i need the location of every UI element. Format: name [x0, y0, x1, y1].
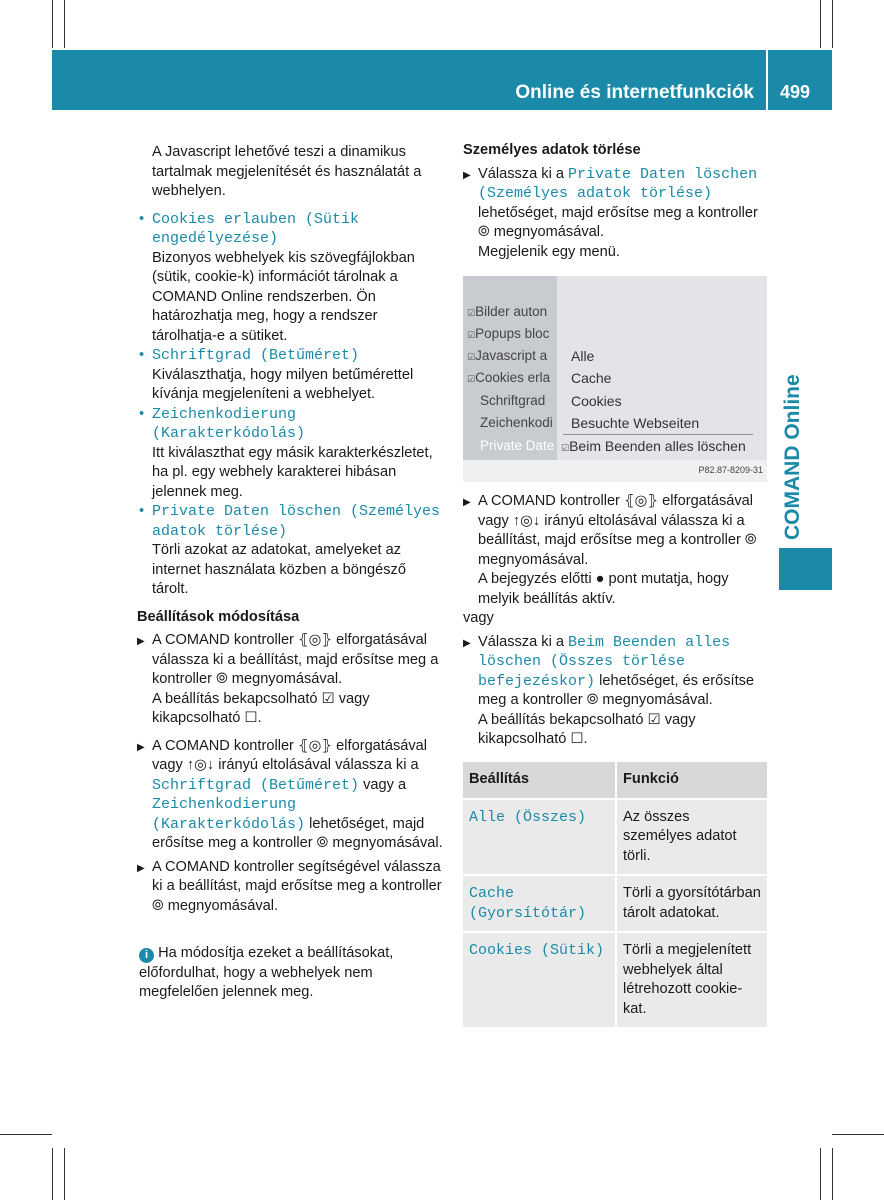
option-label: Cookies erlauben (Sütik engedélyezése): [152, 210, 360, 247]
bullet-font-size: [137, 346, 443, 366]
right-column: [463, 141, 769, 262]
crop-mark: [52, 0, 53, 48]
checkbox-icon: ☑: [467, 330, 476, 340]
step-text-part: Válassza ki a: [478, 165, 564, 182]
table-header: Beállítás: [463, 762, 616, 799]
settings-table: [463, 762, 767, 1027]
checkbox-icon: ☑: [467, 352, 476, 362]
menu-item: Alle: [571, 348, 595, 364]
crop-mark: [64, 0, 65, 48]
table-row: [463, 932, 767, 1027]
table-cell-function: Törli a megjelenített webhelyek által létrehozott cookie-kat.: [616, 932, 767, 1027]
step-text: [463, 165, 769, 243]
settings-item: ☑Bilder auton: [467, 304, 548, 319]
table-cell-setting: Alle (Összes): [463, 799, 616, 876]
table-header: Funkció: [616, 762, 767, 799]
crop-mark: [0, 1134, 52, 1135]
page-number: 499: [779, 82, 810, 102]
settings-item: Zeichenkodi: [480, 415, 553, 430]
bullet-text: Törli azokat az adatokat, amelyeket az internet használata közben a böngésző tárolt.: [152, 542, 406, 597]
crop-mark: [832, 1148, 833, 1200]
table-cell-function: Az összes személyes adatot törli.: [616, 799, 767, 876]
checkbox-icon: ☑: [561, 443, 570, 453]
section-heading: Személyes adatok törlése: [463, 142, 641, 158]
option-label: Private Daten löschen (Személyes adatok törlése): [478, 165, 758, 202]
page-header: [52, 50, 832, 110]
bullet-text: Itt kiválaszthat egy másik karakterkészletet, ha pl. egy webhely karakterei hibásan jelennek meg.: [152, 444, 433, 500]
step-text: [137, 737, 443, 854]
step-text: ▶ A COMAND kontroller segítségével válassza ki a beállítást, majd erősítse meg a kontroller ⦾ megnyomásával.: [137, 858, 443, 917]
info-note: [139, 944, 443, 1003]
table-row: [463, 799, 767, 876]
figure-footer: [463, 460, 767, 482]
header-divider: [766, 50, 768, 110]
option-label: Schriftgrad (Betűméret): [152, 347, 360, 364]
menu-item: Cache: [571, 370, 612, 386]
step-text-part: vagy a: [363, 776, 407, 793]
step-text-part: lehetőséget, és erősítse meg a kontroller ⦾ megnyomásával.: [478, 672, 755, 708]
option-label: Zeichenkodierung (Karakterkódolás): [152, 405, 306, 442]
info-text: Ha módosítja ezeket a beállításokat, előfordulhat, hogy a webhelyek nem megfelelően jelennek meg.: [139, 945, 394, 1000]
table-row: [463, 875, 767, 932]
or-text: vagy: [463, 610, 494, 626]
bullet-text: Bizonyos webhelyek kis szövegfájlokban (sütik, cookie-k) információt tárolnak a COMAND Online rendszerben. Ön határozhatja meg, hogy a rendszer tárolhatja-e a sütiket.: [152, 249, 415, 344]
section-heading: Beállítások módosítása: [137, 608, 300, 625]
settings-item-selected: Private Date: [480, 438, 555, 453]
step-text: [463, 633, 769, 711]
table-cell-function: Törli a gyorsítótárban tárolt adatokat.: [616, 875, 767, 932]
table-header-row: [463, 762, 767, 799]
left-column: [137, 143, 443, 916]
crop-mark: [820, 0, 821, 48]
menu-item: Besuchte Webseiten: [571, 415, 700, 431]
table-cell-setting: Cookies (Sütik): [463, 932, 616, 1027]
bullet-text: Kiválaszthatja, hogy milyen betűmérettel kívánja megjeleníteni a webhelyet.: [152, 366, 414, 402]
settings-item: ☑Popups bloc: [467, 326, 550, 341]
delete-menu: [557, 276, 767, 460]
bullet-private-data: [137, 502, 443, 541]
settings-item: ☑Cookies erla: [467, 370, 551, 385]
info-icon: i: [139, 948, 154, 963]
comand-screen-figure: [463, 276, 767, 482]
step-text: ▶ A COMAND kontroller ⦃◎⦄ elforgatásával vagy ↑◎↓ irányú eltolásával válassza ki a beállítást, majd erősítse meg a kontroller ⦾ megnyomásával.: [463, 492, 769, 570]
crop-mark: [832, 0, 833, 48]
option-label: Beim Beenden alles löschen (Összes törlése befejezéskor): [478, 633, 731, 690]
step-note: Megjelenik egy menü.: [478, 243, 620, 260]
figure-id: P82.87-8209-31: [698, 465, 763, 475]
option-label: Private Daten löschen (Személyes adatok törlése): [152, 503, 441, 540]
step-note: A bejegyzés előtti ● pont mutatja, hogy melyik beállítás aktív.: [478, 571, 729, 607]
step-note: A beállítás bekapcsolható ☑ vagy kikapcsolható ☐.: [152, 690, 370, 726]
intro-text: A Javascript lehetővé teszi a dinamikus tartalmak megjelenítését és használatát a webhelyen.: [152, 144, 422, 199]
side-tab-bar: [779, 548, 832, 590]
crop-mark: [820, 1148, 821, 1200]
menu-item-checkbox: ☑Beim Beenden alles löschen: [561, 438, 746, 454]
bullet-encoding: [137, 405, 443, 444]
checkbox-icon: ☑: [467, 374, 476, 384]
menu-item: Cookies: [571, 393, 622, 409]
crop-mark: [64, 1148, 65, 1200]
step-note: A beállítás bekapcsolható ☑ vagy kikapcsolható ☐.: [478, 711, 696, 747]
option-label: Zeichenkodierung (Karakterkódolás): [152, 796, 306, 833]
step-text-part: lehetőséget, majd erősítse meg a kontroller ⦾ megnyomásával.: [152, 815, 443, 851]
table-cell-setting: Cache (Gyorsítótár): [463, 875, 616, 932]
step-text-part: lehetőséget, majd erősítse meg a kontroller ⦾ megnyomásával.: [478, 204, 758, 240]
checkbox-icon: ☑: [467, 308, 476, 318]
crop-mark: [832, 1134, 884, 1135]
step-text: ▶ A COMAND kontroller ⦃◎⦄ elforgatásával válassza ki a beállítást, majd erősítse meg a kontroller ⦾ megnyomásával.: [137, 631, 443, 690]
step-text-part: Válassza ki a: [478, 633, 564, 650]
step-text-part: A COMAND kontroller ⦃◎⦄ elforgatásával vagy ↑◎↓ irányú eltolásával válassza ki a: [152, 737, 428, 773]
right-column-lower: [463, 492, 769, 750]
header-title: Online és internetfunkciók: [515, 82, 754, 103]
option-label: Schriftgrad (Betűméret): [152, 776, 360, 794]
settings-item: ☑Javascript a: [467, 348, 548, 363]
side-tab-label: COMAND Online: [781, 374, 804, 540]
crop-mark: [52, 1148, 53, 1200]
bullet-cookies: [137, 210, 443, 249]
settings-item: Schriftgrad: [480, 393, 546, 408]
settings-list: [463, 276, 557, 460]
